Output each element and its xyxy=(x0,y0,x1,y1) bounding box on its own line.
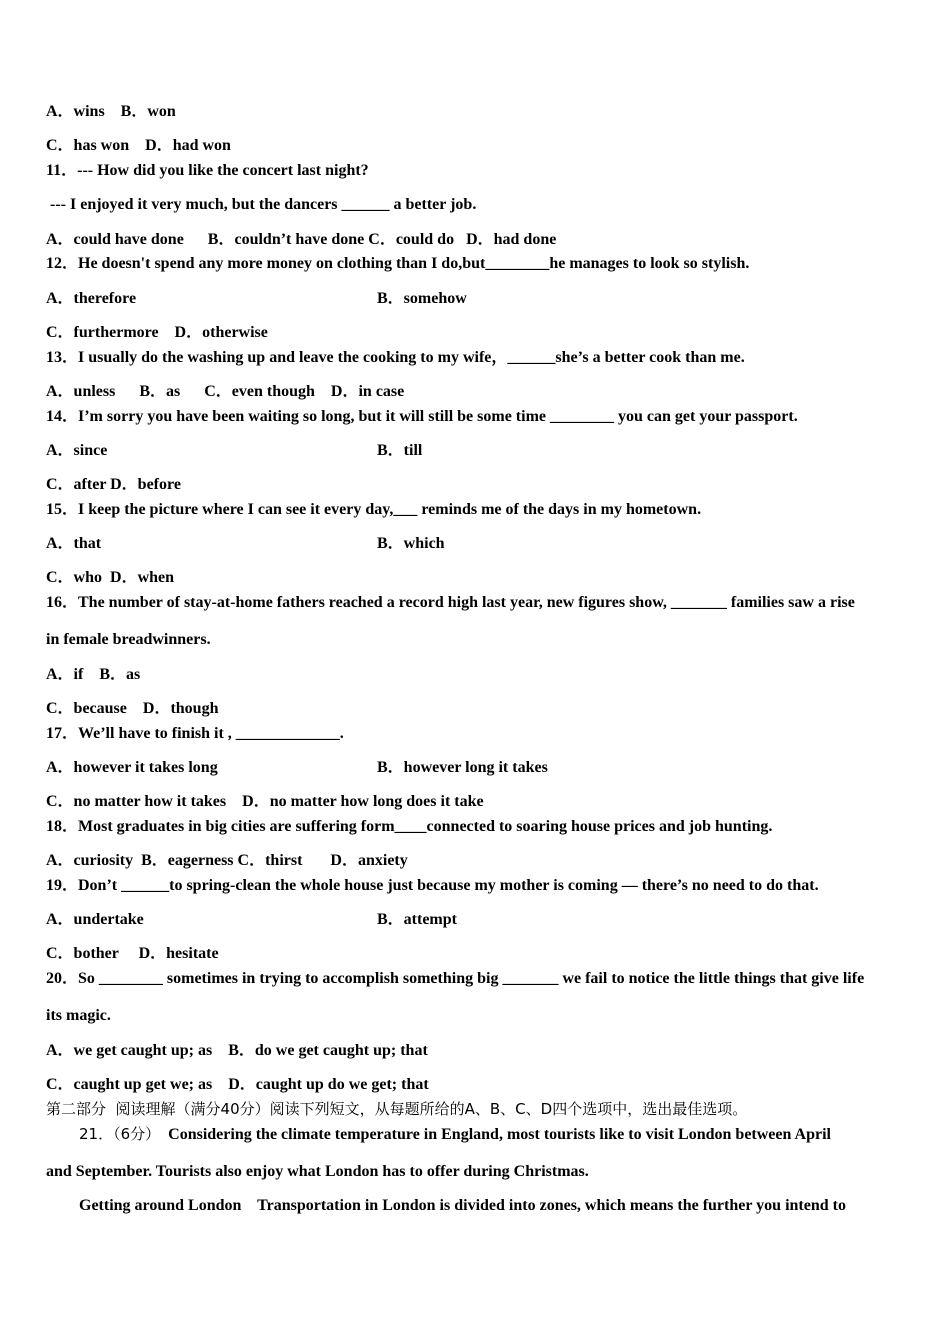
text-line: 20．So ________ sometimes in trying to accomplish something big _______ we fail to notice the little things that give life xyxy=(46,970,865,987)
text-line: 16．The number of stay-at-home fathers reached a record high last year, new figures show, _______ families saw a rise xyxy=(46,594,855,611)
text-line: C．has won D．had won xyxy=(46,137,231,154)
text-line: 14．I’m sorry you have been waiting so long, but it will still be some time ________ you can get your passport. xyxy=(46,408,798,425)
option-left: A．however it takes long xyxy=(46,759,218,776)
text-line: C．who D．when xyxy=(46,569,175,586)
text-line: and September. Tourists also enjoy what London has to offer during Christmas. xyxy=(46,1163,589,1180)
text-line: C．furthermore D．otherwise xyxy=(46,324,268,341)
text-line: --- I enjoyed it very much, but the dancers ______ a better job. xyxy=(46,196,477,213)
text-line: 13．I usually do the washing up and leave the cooking to my wife，______she’s a better cook than me. xyxy=(46,349,745,366)
text-line: C．no matter how it takes D．no matter how long does it take xyxy=(46,793,484,810)
text-line: A．we get caught up; as B．do we get caught up; that xyxy=(46,1042,428,1059)
question-21-text: Considering the climate temperature in England, most tourists like to visit London between April xyxy=(168,1126,831,1143)
option-right: B．which xyxy=(377,535,445,552)
text-line: 12．He doesn't spend any more money on clothing than I do,but________he manages to look so stylish. xyxy=(46,255,750,272)
option-left: A．undertake xyxy=(46,911,144,928)
option-left: A．that xyxy=(46,535,102,552)
text-line: 15．I keep the picture where I can see it every day,___ reminds me of the days in my hometown. xyxy=(46,501,702,518)
text-line: 17．We’ll have to finish it , _____________. xyxy=(46,725,344,742)
text-line: in female breadwinners. xyxy=(46,631,211,648)
text-line: C．after D．before xyxy=(46,476,181,493)
option-right: B．however long it takes xyxy=(377,759,548,776)
question-21-prefix: 21．（6分） xyxy=(79,1125,161,1143)
option-left: A．therefore xyxy=(46,290,137,307)
option-left: A．since xyxy=(46,442,108,459)
text-line: its magic. xyxy=(46,1007,111,1024)
text-line: 18．Most graduates in big cities are suffering form____connected to soaring house prices and job hunting. xyxy=(46,818,773,835)
text-line: A．could have done B．couldn’t have done C．could do D．had done xyxy=(46,231,557,248)
text-line: A．wins B．won xyxy=(46,103,176,120)
text-line: 11．--- How did you like the concert last night? xyxy=(46,162,369,179)
text-line: C．because D．though xyxy=(46,700,219,717)
option-right: B．till xyxy=(377,442,423,459)
option-right: B．somehow xyxy=(377,290,467,307)
option-right: B．attempt xyxy=(377,911,457,928)
text-line: A．curiosity B．eagerness C．thirst D．anxiety xyxy=(46,852,408,869)
section-heading: 第二部分 阅读理解（满分40分）阅读下列短文，从每题所给的A、B、C、D四个选项中，选出最佳选项。 xyxy=(46,1100,748,1118)
text-line: 19．Don’t ______to spring-clean the whole house just because my mother is coming — there’s no need to do that. xyxy=(46,877,819,894)
text-line: A．if B．as xyxy=(46,666,141,683)
text-line: C．caught up get we; as D．caught up do we get; that xyxy=(46,1076,429,1093)
passage-paragraph: Getting around London Transportation in London is divided into zones, which means the further you intend to xyxy=(79,1197,846,1214)
text-line: A．unless B．as C．even though D．in case xyxy=(46,383,405,400)
text-line: C．bother D．hesitate xyxy=(46,945,219,962)
